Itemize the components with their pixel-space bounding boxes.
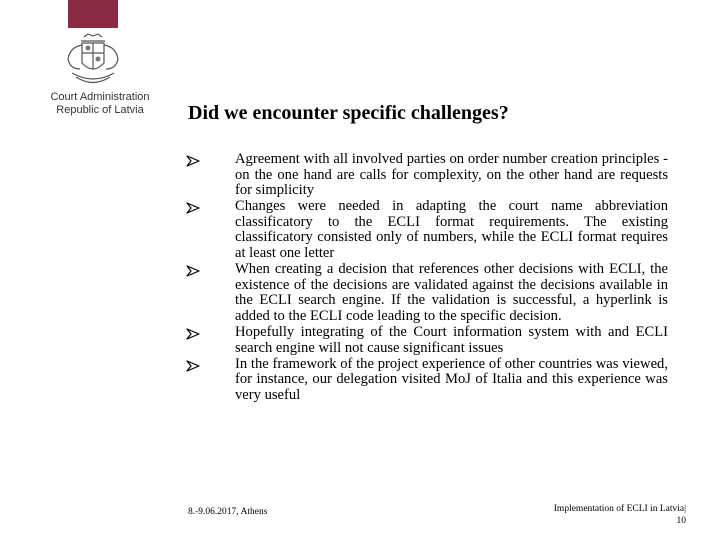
bullet-text: Agreement with all involved parties on order number creation principles - on the one hand are calls for complexity, on the other hand are requests for simplicity <box>235 151 668 199</box>
bullet-item <box>186 325 668 356</box>
brand-bar <box>68 0 118 28</box>
bullet-list <box>186 152 668 404</box>
bullet-item <box>186 199 668 261</box>
footer-presentation-title: Implementation of ECLI in Latvia| <box>553 504 686 514</box>
slide-title: Did we encounter specific challenges? <box>188 102 509 124</box>
bullet-text: Hopefully integrating of the Court information system with and ECLI search engine will not cause significant issues <box>235 324 668 356</box>
footer-presentation-info <box>520 503 686 527</box>
organization-name <box>40 91 160 117</box>
bullet-text: In the framework of the project experience of other countries was viewed, for instance, our delegation visited MoJ of Italia and this experience was very useful <box>235 355 668 403</box>
arrowhead-bullet-icon <box>186 155 200 167</box>
bullet-item <box>186 262 668 324</box>
org-line-2: Republic of Latvia <box>56 104 144 116</box>
org-line-1: Court Administration <box>50 91 150 103</box>
footer-date-place: 8.-9.06.2017, Athens <box>188 507 268 517</box>
arrowhead-bullet-icon <box>186 265 200 277</box>
arrowhead-bullet-icon <box>186 360 200 372</box>
page-number: 10 <box>676 516 686 526</box>
arrowhead-bullet-icon <box>186 328 200 340</box>
bullet-text: When creating a decision that references other decisions with ECLI, the existence of the decisions are validated against the decisions available in the ECLI search engine. If the validation is successful, a hyperlink is added to the ECLI code leading to the specific decision. <box>235 261 668 324</box>
bullet-text: Changes were needed in adapting the court name abbreviation classificatory to the ECLI format requirements. The existing classificatory consisted only of numbers, while the ECLI format requires at least one letter <box>235 198 668 262</box>
coat-of-arms-icon <box>60 33 126 89</box>
bullet-item <box>186 357 668 404</box>
bullet-item <box>186 152 668 199</box>
arrowhead-bullet-icon <box>186 202 200 214</box>
